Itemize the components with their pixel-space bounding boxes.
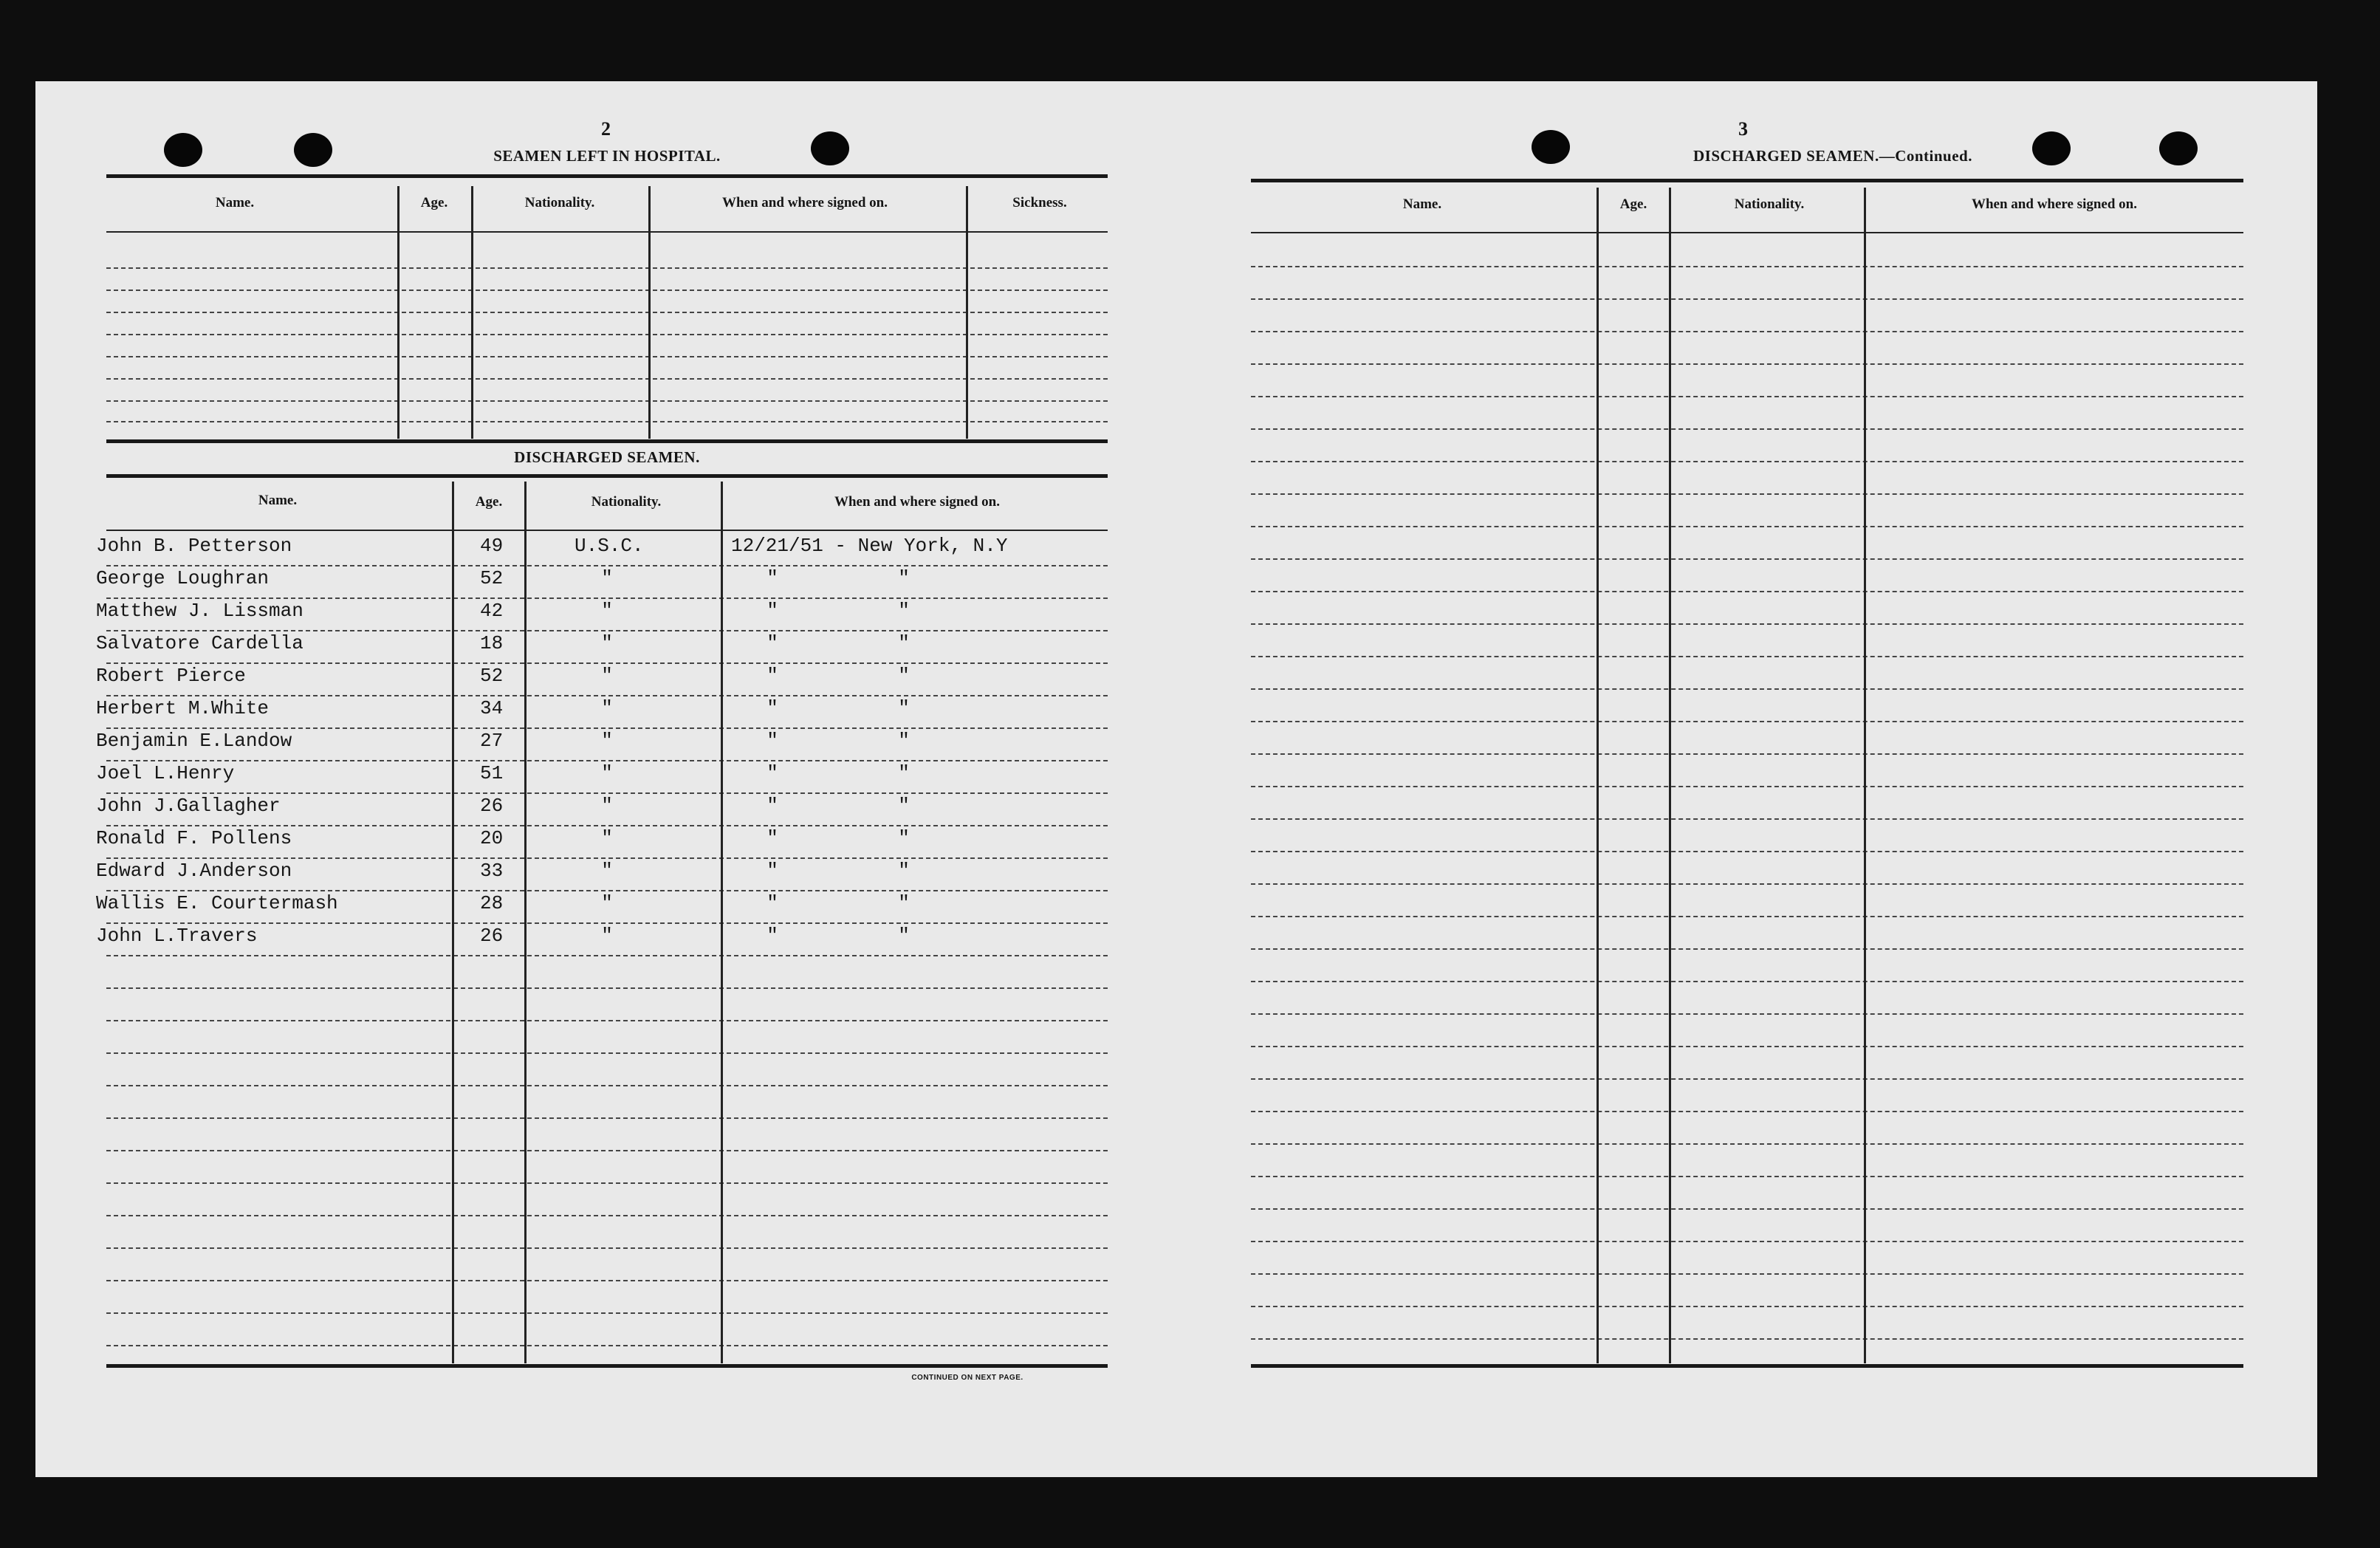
ruled-line <box>106 825 1108 826</box>
seaman-name: Benjamin E.Landow <box>96 730 292 752</box>
ruled-line <box>1251 721 2243 722</box>
ruled-line <box>106 1117 1108 1119</box>
ruled-line <box>1251 331 2243 332</box>
seaman-name: Ronald F. Pollens <box>96 827 292 849</box>
seaman-age: 27 <box>480 730 504 752</box>
seaman-name: George Loughran <box>96 567 270 589</box>
ruled-line <box>1251 1176 2243 1177</box>
ruled-line <box>106 378 1108 380</box>
ruled-line <box>1251 1241 2243 1242</box>
seaman-nationality: " <box>601 567 613 589</box>
column-divider <box>397 186 399 439</box>
ruled-line <box>1251 526 2243 527</box>
signed-on-place: " <box>898 567 910 589</box>
signed-on-date: " <box>767 567 778 589</box>
seaman-age: 52 <box>480 567 504 589</box>
seaman-age: 18 <box>480 632 504 654</box>
signed-on-place: " <box>898 600 910 622</box>
ruled-line <box>1251 1078 2243 1080</box>
punch-hole <box>294 133 332 167</box>
ruled-line <box>106 267 1108 269</box>
hospital-header-sickness: Sickness. <box>1012 195 1067 210</box>
hospital-section-title: SEAMEN LEFT IN HOSPITAL. <box>493 147 721 165</box>
ruled-line <box>106 1085 1108 1086</box>
ruled-line <box>106 695 1108 696</box>
discharged-header-age: Age. <box>475 494 503 510</box>
discharged-header-name: Name. <box>258 493 298 508</box>
rule <box>1251 179 2243 182</box>
ruled-line <box>106 1312 1108 1314</box>
ruled-line <box>1251 1306 2243 1307</box>
ruled-line <box>106 312 1108 313</box>
hospital-header-nationality: Nationality. <box>524 195 595 210</box>
signed-on-date: " <box>767 600 778 622</box>
signed-on-place: " <box>898 892 910 914</box>
ruled-line <box>106 1215 1108 1216</box>
seaman-name: Robert Pierce <box>96 665 246 687</box>
ruled-line <box>1251 363 2243 365</box>
discharged-section-title: DISCHARGED SEAMEN. <box>514 448 700 466</box>
discharged-continued-title: DISCHARGED SEAMEN.—Continued. <box>1693 147 1972 165</box>
ruled-line <box>106 597 1108 599</box>
ruled-line <box>106 334 1108 335</box>
seaman-age: 51 <box>480 762 504 784</box>
seaman-age: 52 <box>480 665 504 687</box>
seaman-age: 49 <box>480 535 504 557</box>
punch-hole <box>2159 131 2198 165</box>
hospital-header-name: Name. <box>215 195 255 210</box>
ruled-line <box>1251 916 2243 917</box>
seaman-nationality: " <box>601 600 613 622</box>
ruled-line <box>1251 656 2243 657</box>
ruled-line <box>1251 1046 2243 1047</box>
ruled-line <box>1251 428 2243 430</box>
seaman-name: John B. Petterson <box>96 535 292 557</box>
seaman-age: 42 <box>480 600 504 622</box>
ruled-line <box>106 290 1108 291</box>
ruled-line <box>106 565 1108 566</box>
rule <box>106 474 1108 478</box>
ruled-line <box>106 1247 1108 1249</box>
ruled-line <box>106 857 1108 859</box>
seaman-name: Matthew J. Lissman <box>96 600 303 622</box>
signed-on-place: " <box>898 795 910 817</box>
signed-on-place: " <box>898 632 910 654</box>
seaman-nationality: " <box>601 860 613 882</box>
ruled-line <box>106 1345 1108 1346</box>
ruled-line <box>1251 786 2243 787</box>
signed-on-date: " <box>767 762 778 784</box>
ruled-line <box>106 630 1108 631</box>
seaman-name: Edward J.Anderson <box>96 860 292 882</box>
seaman-nationality: " <box>601 795 613 817</box>
signed-on-date: " <box>767 632 778 654</box>
ruled-line <box>1251 1208 2243 1210</box>
discharged-header-nationality: Nationality. <box>591 494 662 510</box>
ruled-line <box>1251 851 2243 852</box>
rule <box>106 439 1108 443</box>
seaman-name: John L.Travers <box>96 925 258 947</box>
ruled-line <box>106 890 1108 891</box>
ruled-line <box>106 1280 1108 1281</box>
punch-hole <box>1532 130 1570 164</box>
signed-on-date: " <box>767 665 778 687</box>
ruled-line <box>106 727 1108 729</box>
seaman-name: Joel L.Henry <box>96 762 235 784</box>
hospital-header-age: Age. <box>420 195 448 210</box>
column-divider <box>1669 188 1671 1363</box>
right-header-signed-on: When and where signed on. <box>1971 196 2138 212</box>
seaman-nationality: " <box>601 632 613 654</box>
signed-on-place: " <box>898 925 910 947</box>
rule <box>1251 1364 2243 1368</box>
ruled-line <box>1251 396 2243 397</box>
ruled-line <box>1251 818 2243 820</box>
ruled-line <box>106 955 1108 956</box>
seaman-nationality: " <box>601 925 613 947</box>
ruled-line <box>1251 591 2243 592</box>
column-divider <box>1864 188 1866 1363</box>
signed-on-date: " <box>767 827 778 849</box>
ruled-line <box>1251 981 2243 982</box>
ruled-line <box>106 987 1108 989</box>
signed-on-date: " <box>767 892 778 914</box>
ruled-line <box>106 356 1108 357</box>
seaman-nationality: " <box>601 827 613 849</box>
seaman-age: 28 <box>480 892 504 914</box>
hospital-header-signed-on: When and where signed on. <box>721 195 888 210</box>
seaman-name: Salvatore Cardella <box>96 632 303 654</box>
column-divider <box>524 482 527 1363</box>
ruled-line <box>1251 1143 2243 1145</box>
punch-hole <box>164 133 202 167</box>
ruled-line <box>106 1182 1108 1184</box>
signed-on-date: " <box>767 925 778 947</box>
column-divider <box>648 186 651 439</box>
ruled-line <box>106 792 1108 794</box>
signed-on-date: " <box>767 860 778 882</box>
seaman-nationality: U.S.C. <box>575 535 644 557</box>
ruled-line <box>106 1052 1108 1054</box>
left-page-number: 2 <box>601 118 611 140</box>
ruled-line <box>1251 266 2243 267</box>
punch-hole <box>2032 131 2071 165</box>
ruled-line <box>106 1020 1108 1021</box>
ruled-line <box>1251 753 2243 755</box>
signed-on-place: " <box>898 730 910 752</box>
discharged-header-signed-on: When and where signed on. <box>834 494 1001 510</box>
ruled-line <box>106 421 1108 422</box>
seaman-age: 26 <box>480 795 504 817</box>
ruled-line <box>1251 883 2243 885</box>
column-divider <box>471 186 473 439</box>
seaman-age: 20 <box>480 827 504 849</box>
signed-on-place: " <box>898 860 910 882</box>
ruled-line <box>106 662 1108 664</box>
seaman-nationality: " <box>601 762 613 784</box>
ruled-line <box>1251 1111 2243 1112</box>
rule <box>106 530 1108 531</box>
seaman-age: 26 <box>480 925 504 947</box>
right-header-nationality: Nationality. <box>1734 196 1805 212</box>
ruled-line <box>106 400 1108 402</box>
ruled-line <box>1251 623 2243 625</box>
ruled-line <box>1251 493 2243 495</box>
signed-on-place: " <box>898 762 910 784</box>
seaman-nationality: " <box>601 892 613 914</box>
right-header-name: Name. <box>1402 196 1442 212</box>
ruled-line <box>1251 461 2243 462</box>
ruled-line <box>106 760 1108 761</box>
ruled-line <box>1251 1338 2243 1340</box>
seaman-age: 34 <box>480 697 504 719</box>
ruled-line <box>1251 688 2243 690</box>
continued-note: CONTINUED ON NEXT PAGE. <box>911 1374 1023 1382</box>
signed-on-place: " <box>898 665 910 687</box>
seaman-nationality: " <box>601 730 613 752</box>
seaman-nationality: " <box>601 665 613 687</box>
signed-on-date: " <box>767 730 778 752</box>
punch-hole <box>811 131 849 165</box>
ruled-line <box>1251 1273 2243 1275</box>
ruled-line <box>1251 558 2243 560</box>
seaman-name: John J.Gallagher <box>96 795 281 817</box>
rule <box>106 174 1108 178</box>
rule <box>106 1364 1108 1368</box>
ruled-line <box>106 1150 1108 1151</box>
right-page-number: 3 <box>1738 118 1748 140</box>
signed-on-date: " <box>767 795 778 817</box>
column-divider <box>721 482 723 1363</box>
seaman-nationality: " <box>601 697 613 719</box>
rule <box>106 231 1108 233</box>
ruled-line <box>1251 948 2243 950</box>
right-header-age: Age. <box>1619 196 1647 212</box>
column-divider <box>452 482 454 1363</box>
column-divider <box>966 186 968 439</box>
ruled-line <box>1251 1013 2243 1015</box>
signed-on: 12/21/51 - New York, N.Y <box>731 535 1008 557</box>
seaman-age: 33 <box>480 860 504 882</box>
seaman-name: Herbert M.White <box>96 697 270 719</box>
seaman-name: Wallis E. Courtermash <box>96 892 338 914</box>
signed-on-date: " <box>767 697 778 719</box>
rule <box>1251 232 2243 233</box>
column-divider <box>1597 188 1599 1363</box>
ruled-line <box>106 922 1108 924</box>
signed-on-place: " <box>898 827 910 849</box>
signed-on-place: " <box>898 697 910 719</box>
ruled-line <box>1251 298 2243 300</box>
